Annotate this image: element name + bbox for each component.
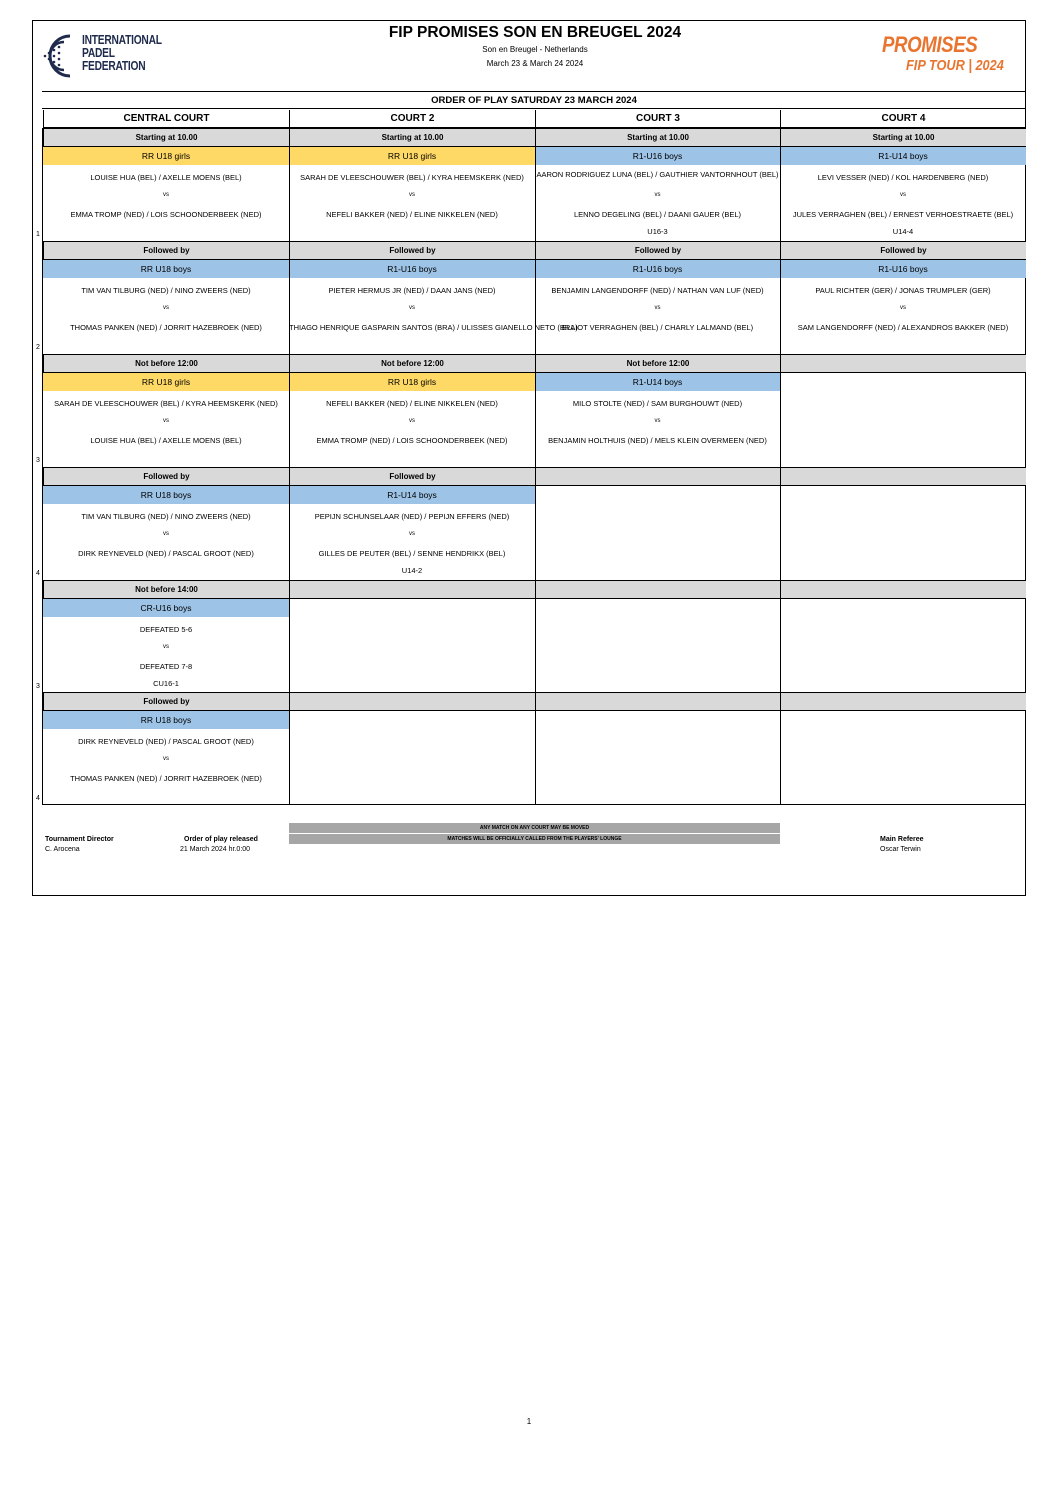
notice-lounge: MATCHES WILL BE OFFICIALLY CALLED FROM THE PLAYERS' LOUNGE bbox=[289, 834, 780, 844]
slot-time-label: Not before 12:00 bbox=[43, 355, 289, 372]
team-2: EMMA TROMP (NED) / LOIS SCHOONDERBEEK (NED) bbox=[70, 210, 262, 219]
slot-time-label bbox=[535, 468, 780, 485]
tournament-dates: March 23 & March 24 2024 bbox=[486, 59, 584, 68]
team-2: EMMA TROMP (NED) / LOIS SCHOONDERBEEK (NED) bbox=[316, 436, 508, 445]
versus-label: vs bbox=[163, 756, 169, 762]
slot-number: 1 bbox=[36, 231, 40, 238]
versus-label: vs bbox=[409, 192, 415, 198]
match-category: RR U18 girls bbox=[43, 147, 289, 165]
director-label: Tournament Director bbox=[45, 836, 114, 843]
team-2: BENJAMIN HOLTHUIS (NED) / MELS KLEIN OVERMEEN (NED) bbox=[548, 436, 767, 445]
team-1: PEPIJN SCHUNSELAAR (NED) / PEPIJN EFFERS (NED) bbox=[314, 512, 510, 521]
director-name: C. Arocena bbox=[45, 846, 80, 853]
match-category: R1-U16 boys bbox=[535, 260, 780, 278]
team-1: SARAH DE VLEESCHOUWER (BEL) / KYRA HEEMSKERK (NED) bbox=[300, 173, 524, 182]
slot-time-label: Starting at 10.00 bbox=[43, 129, 289, 146]
slot-time-label: Starting at 10.00 bbox=[289, 129, 535, 146]
versus-label: vs bbox=[163, 531, 169, 537]
slot-time-label: Not before 14:00 bbox=[43, 581, 289, 598]
slot-time-label: Followed by bbox=[289, 242, 535, 259]
slot-time-label bbox=[780, 581, 1026, 598]
released-label: Order of play released bbox=[184, 836, 258, 843]
column-divider bbox=[535, 110, 536, 804]
match-category: R1-U14 boys bbox=[289, 486, 535, 504]
slot-time-label: Not before 12:00 bbox=[289, 355, 535, 372]
team-1: PAUL RICHTER (GER) / JONAS TRUMPLER (GER) bbox=[815, 286, 991, 295]
team-1: AARON RODRIGUEZ LUNA (BEL) / GAUTHIER VANTORNHOUT (BEL) bbox=[536, 170, 779, 179]
slot-time-label bbox=[780, 693, 1026, 710]
team-2: NEFELI BAKKER (NED) / ELINE NIKKELEN (NED) bbox=[326, 210, 498, 219]
slot-time-label: Followed by bbox=[43, 693, 289, 710]
title-block bbox=[290, 24, 780, 68]
order-title: ORDER OF PLAY SATURDAY 23 MARCH 2024 bbox=[42, 91, 1026, 109]
team-1: SARAH DE VLEESCHOUWER (BEL) / KYRA HEEMSKERK (NED) bbox=[54, 399, 278, 408]
slot-time-label: Followed by bbox=[535, 242, 780, 259]
court-header: COURT 4 bbox=[780, 110, 1026, 128]
ipf-logo bbox=[42, 32, 172, 80]
team-1: TIM VAN TILBURG (NED) / NINO ZWEERS (NED) bbox=[81, 512, 251, 521]
slot-time-label bbox=[289, 693, 535, 710]
team-2: SAM LANGENDORFF (NED) / ALEXANDROS BAKKER (NED) bbox=[797, 323, 1009, 332]
brand-line-1: PROMISES bbox=[882, 32, 978, 57]
team-1: BENJAMIN LANGENDORFF (NED) / NATHAN VAN LUF (NED) bbox=[551, 286, 764, 295]
match-category: RR U18 girls bbox=[43, 373, 289, 391]
referee-label: Main Referee bbox=[880, 836, 924, 843]
match-code: U14-2 bbox=[401, 566, 423, 575]
versus-label: vs bbox=[409, 531, 415, 537]
versus-label: vs bbox=[654, 418, 661, 424]
match-code: U16-3 bbox=[647, 227, 668, 236]
team-2: THIAGO HENRIQUE GASPARIN SANTOS (BRA) / ULISSES GIANELLO NETO (BRA) bbox=[289, 323, 578, 332]
page-number: 1 bbox=[526, 1417, 532, 1426]
match-category: R1-U14 boys bbox=[780, 147, 1026, 165]
team-2: THOMAS PANKEN (NED) / JORRIT HAZEBROEK (NED) bbox=[70, 323, 262, 332]
match-category: R1-U16 boys bbox=[780, 260, 1026, 278]
slot-time-label bbox=[780, 355, 1026, 372]
slot-number: 3 bbox=[36, 457, 40, 464]
slot-number: 3 bbox=[36, 683, 40, 690]
slot-time-label: Starting at 10.00 bbox=[535, 129, 780, 146]
ipf-emblem-icon bbox=[42, 32, 78, 80]
left-border bbox=[42, 128, 43, 804]
slot-number: 4 bbox=[36, 795, 40, 802]
notice-move: ANY MATCH ON ANY COURT MAY BE MOVED bbox=[289, 823, 780, 833]
slot-time-label: Followed by bbox=[780, 242, 1026, 259]
slot-time-label bbox=[289, 581, 535, 598]
promises-logo bbox=[882, 33, 1022, 74]
court-header: COURT 2 bbox=[289, 110, 535, 128]
versus-label: vs bbox=[163, 192, 169, 198]
court-header: CENTRAL COURT bbox=[43, 110, 289, 128]
versus-label: vs bbox=[654, 305, 661, 311]
org-line-3: FEDERATION bbox=[82, 59, 146, 73]
slot-number: 4 bbox=[36, 570, 40, 577]
column-divider bbox=[289, 110, 290, 804]
team-1: TIM VAN TILBURG (NED) / NINO ZWEERS (NED) bbox=[81, 286, 251, 295]
slot-time-label: Followed by bbox=[289, 468, 535, 485]
team-2: DIRK REYNEVELD (NED) / PASCAL GROOT (NED) bbox=[78, 549, 254, 558]
team-1: LOUISE HUA (BEL) / AXELLE MOENS (BEL) bbox=[90, 173, 242, 182]
team-1: DIRK REYNEVELD (NED) / PASCAL GROOT (NED) bbox=[78, 737, 254, 746]
match-code: U14-4 bbox=[892, 227, 914, 236]
tournament-title: FIP PROMISES SON EN BREUGEL 2024 bbox=[388, 24, 682, 41]
referee-name: Oscar Terwin bbox=[880, 846, 921, 853]
column-divider bbox=[780, 110, 781, 804]
team-1: DEFEATED 5-6 bbox=[139, 625, 193, 634]
versus-label: vs bbox=[409, 305, 415, 311]
team-2: THOMAS PANKEN (NED) / JORRIT HAZEBROEK (NED) bbox=[70, 774, 262, 783]
brand-line-2: FIP TOUR | 2024 bbox=[906, 57, 1004, 74]
grid-bottom-line bbox=[42, 804, 1026, 805]
team-1: MILO STOLTE (NED) / SAM BURGHOUWT (NED) bbox=[572, 399, 743, 408]
slot-time-label bbox=[535, 581, 780, 598]
slot-time-label bbox=[780, 468, 1026, 485]
match-category: CR-U16 boys bbox=[43, 599, 289, 617]
match-category: RR U18 boys bbox=[43, 711, 289, 729]
versus-label: vs bbox=[163, 644, 169, 650]
slot-time-label bbox=[535, 693, 780, 710]
slot-time-label: Followed by bbox=[43, 468, 289, 485]
match-category: R1-U14 boys bbox=[535, 373, 780, 391]
match-category: RR U18 girls bbox=[289, 373, 535, 391]
slot-time-label: Followed by bbox=[43, 242, 289, 259]
match-category: RR U18 girls bbox=[289, 147, 535, 165]
team-2: DEFEATED 7-8 bbox=[139, 662, 193, 671]
team-2: JULES VERRAGHEN (BEL) / ERNEST VERHOESTRAETE (BEL) bbox=[792, 210, 1014, 219]
team-1: LEVI VESSER (NED) / KOL HARDENBERG (NED) bbox=[817, 173, 989, 182]
versus-label: vs bbox=[409, 418, 415, 424]
match-category: RR U18 boys bbox=[43, 486, 289, 504]
team-1: NEFELI BAKKER (NED) / ELINE NIKKELEN (NED) bbox=[326, 399, 498, 408]
team-1: PIETER HERMUS JR (NED) / DAAN JANS (NED) bbox=[328, 286, 496, 295]
versus-label: vs bbox=[654, 192, 661, 198]
team-2: GILLES DE PEUTER (BEL) / SENNE HENDRIKX (BEL) bbox=[318, 549, 506, 558]
tournament-location: Son en Breugel - Netherlands bbox=[482, 45, 588, 54]
ipf-wordmark bbox=[82, 34, 162, 73]
team-2: LOUISE HUA (BEL) / AXELLE MOENS (BEL) bbox=[90, 436, 242, 445]
released-value: 21 March 2024 hr.0:00 bbox=[180, 846, 251, 853]
versus-label: vs bbox=[163, 305, 169, 311]
team-2: ELLIOT VERRAGHEN (BEL) / CHARLY LALMAND (BEL) bbox=[561, 323, 754, 332]
match-category: RR U18 boys bbox=[43, 260, 289, 278]
org-line-1: INTERNATIONAL bbox=[82, 33, 162, 47]
grid-top-line bbox=[42, 91, 1026, 92]
slot-number: 2 bbox=[36, 344, 40, 351]
org-line-2: PADEL bbox=[82, 46, 115, 60]
slot-time-label: Starting at 10.00 bbox=[780, 129, 1026, 146]
versus-label: vs bbox=[163, 418, 169, 424]
versus-label: vs bbox=[900, 305, 906, 311]
match-code: CU16-1 bbox=[153, 679, 179, 688]
match-category: R1-U16 boys bbox=[289, 260, 535, 278]
team-2: LENNO DEGELING (BEL) / DAANI GAUER (BEL) bbox=[573, 210, 742, 219]
slot-time-label: Not before 12:00 bbox=[535, 355, 780, 372]
versus-label: vs bbox=[900, 192, 906, 198]
match-category: R1-U16 boys bbox=[535, 147, 780, 165]
court-header: COURT 3 bbox=[535, 110, 780, 128]
